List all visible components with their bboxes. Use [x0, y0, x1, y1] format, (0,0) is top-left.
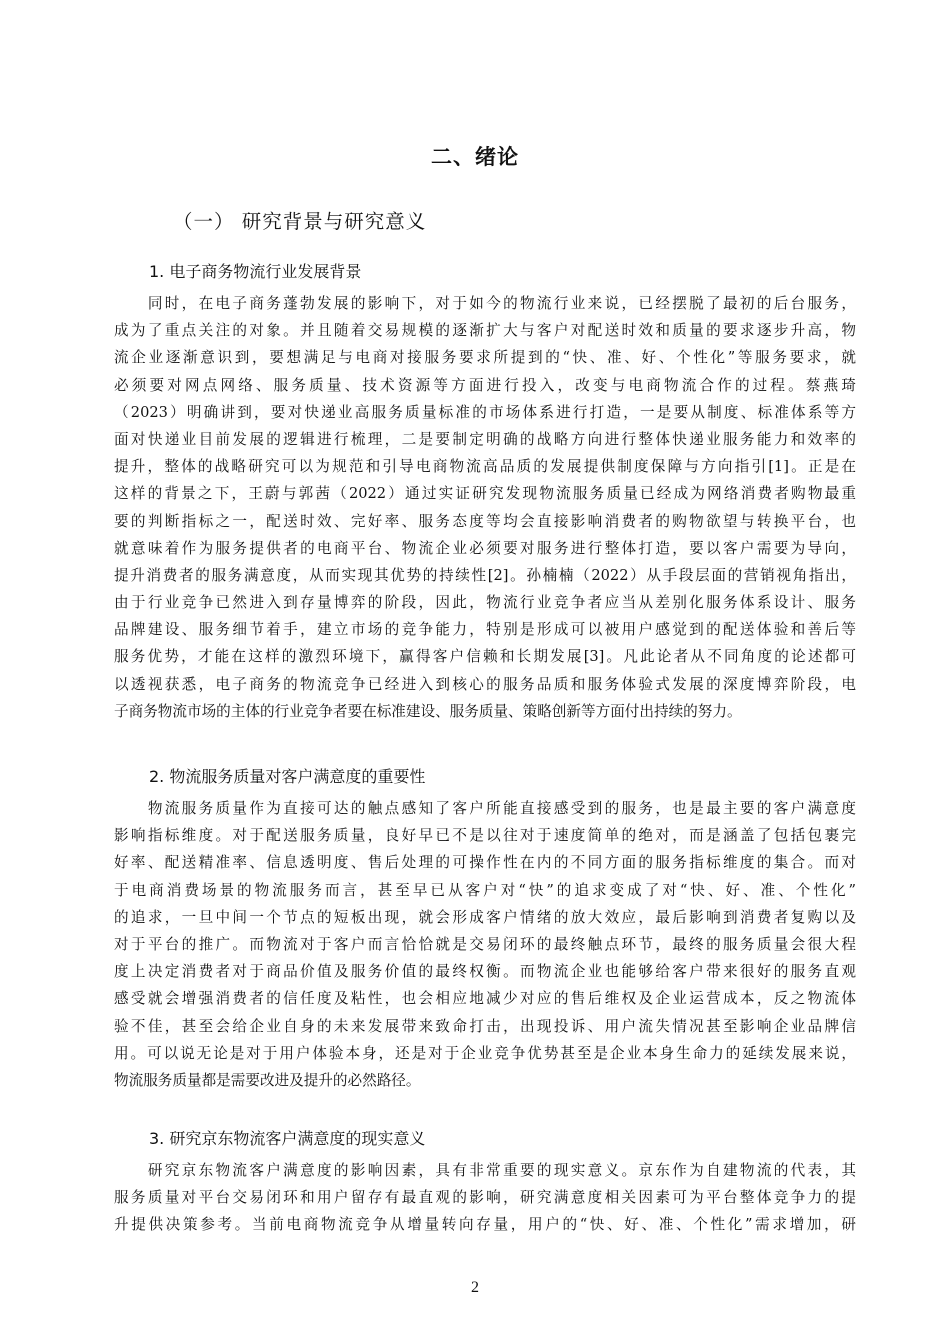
paragraph-line: 由于行业竞争已然进入到存量博弈的阶段，因此，物流行业竞争者应当从差别化服务体系设计、服务: [114, 594, 856, 612]
paragraph-line: 于电商消费场景的物流服务而言，甚至早已从客户对“快”的追求变成了对“快、好、准、个性化”: [114, 881, 856, 899]
paragraph-line: 要的判断指标之一，配送时效、完好率、服务态度等均会直接影响消费者的购物欲望与转换平台，也: [114, 512, 856, 530]
page-number: 2: [471, 1279, 479, 1296]
paragraph-line: 服务质量对平台交易闭环和用户留存有最直观的影响，研究满意度相关因素可为平台整体竞争力的提: [114, 1189, 856, 1207]
paragraph-line: 就意味着作为服务提供者的电商平台、物流企业必须要对服务进行整体打造，要以客户需要为导向，: [114, 539, 856, 557]
paragraph-1: [114, 290, 856, 725]
paragraph-line: 以透视获悉，电子商务的物流竞争已经进入到核心的服务品质和服务体验式发展的深度博弈阶段，电: [114, 675, 856, 693]
paragraph-line: 这样的背景之下，王蔚与郭茜（2022）通过实证研究发现物流服务质量已经成为网络消费者购物最重: [114, 485, 856, 503]
paragraph-line: 流企业逐渐意识到，要想满足与电商对接服务要求所提到的“快、准、好、个性化”等服务要求，就: [114, 349, 856, 367]
paragraph-3: [114, 1157, 856, 1239]
paragraph-line: 用。可以说无论是对于用户体验本身，还是对于企业竞争优势甚至是企业本身生命力的延续发展来说，: [114, 1044, 856, 1062]
paragraph-line: 对于平台的推广。而物流对于客户而言恰恰就是交易闭环的最终触点环节，最终的服务质量会很大程: [114, 935, 856, 953]
paragraph-line: 必须要对网点网络、服务质量、技术资源等方面进行投入，改变与电商物流合作的过程。蔡燕琦: [114, 376, 856, 394]
paragraph-line: 影响指标维度。对于配送服务质量，良好早已不是以往对于速度简单的绝对，而是涵盖了包括包裹完: [114, 827, 856, 845]
section-title: （一） 研究背景与研究意义: [173, 210, 427, 233]
paragraph-line: 升提供决策参考。当前电商物流竞争从增量转向存量，用户的“快、好、准、个性化”需求增加，研: [114, 1216, 856, 1234]
paragraph-line: 子商务物流市场的主体的行业竞争者要在标准建设、服务质量、策略创新等方面付出持续的努力。: [114, 702, 742, 720]
paragraph-line: 感受就会增强消费者的信任度及粘性，也会相应地减少对应的售后维权及企业运营成本，反之物流体: [114, 990, 856, 1008]
paragraph-line: 同时，在电子商务蓬勃发展的影响下，对于如今的物流行业来说，已经摆脱了最初的后台服务，: [114, 295, 856, 312]
paragraph-line: 提升，整体的战略研究可以为规范和引导电商物流高品质的发展提供制度保障与方向指引[1]。正是在: [114, 458, 856, 476]
paragraph-line: 面对快递业目前发展的逻辑进行梳理，二是要制定明确的战略方向进行整体快递业服务能力和效率的: [114, 430, 856, 448]
subsection-title-2: 2. 物流服务质量对客户满意度的重要性: [149, 767, 426, 786]
paragraph-line: （2023）明确讲到，要对快递业高服务质量标准的市场体系进行打造，一是要从制度、标准体系等方: [114, 403, 856, 421]
paragraph-line: 服务优势，才能在这样的激烈环境下，赢得客户信赖和长期发展[3]。凡此论者从不同角度的论述都可: [114, 648, 856, 666]
paragraph-line: 成为了重点关注的对象。并且随着交易规模的逐渐扩大与客户对配送时效和质量的要求逐步升高，物: [114, 322, 856, 340]
paragraph-line: 的追求，一旦中间一个节点的短板出现，就会形成客户情绪的放大效应，最后影响到消费者复购以及: [114, 908, 856, 926]
paragraph-line: 好率、配送精准率、信息透明度、售后处理的可操作性在内的不同方面的服务指标维度的集合。而对: [114, 854, 856, 872]
subsection-title-1: 1. 电子商务物流行业发展背景: [149, 262, 362, 281]
paragraph-line: 物流服务质量作为直接可达的触点感知了客户所能直接感受到的服务，也是最主要的客户满意度: [114, 800, 856, 817]
subsection-title-3: 3. 研究京东物流客户满意度的现实意义: [149, 1129, 426, 1148]
chapter-title: 二、绪论: [431, 145, 519, 169]
paragraph-line: 度上决定消费者对于商品价值及服务价值的最终权衡。而物流企业也能够给客户带来很好的服务直观: [114, 963, 856, 981]
paragraph-line: 研究京东物流客户满意度的影响因素，具有非常重要的现实意义。京东作为自建物流的代表，其: [114, 1162, 856, 1179]
paragraph-line: 提升消费者的服务满意度，从而实现其优势的持续性[2]。孙楠楠（2022）从手段层面的营销视角指出，: [114, 566, 856, 584]
paragraph-line: 品牌建设、服务细节着手，建立市场的竞争能力，特别是形成可以被用户感觉到的配送体验和善后等: [114, 621, 856, 639]
paragraph-2: [114, 795, 856, 1094]
paragraph-line: 物流服务质量都是需要改进及提升的必然路径。: [114, 1071, 421, 1089]
paragraph-line: 验不佳，甚至会给企业自身的未来发展带来致命打击，出现投诉、用户流失情况甚至影响企业品牌信: [114, 1017, 856, 1035]
